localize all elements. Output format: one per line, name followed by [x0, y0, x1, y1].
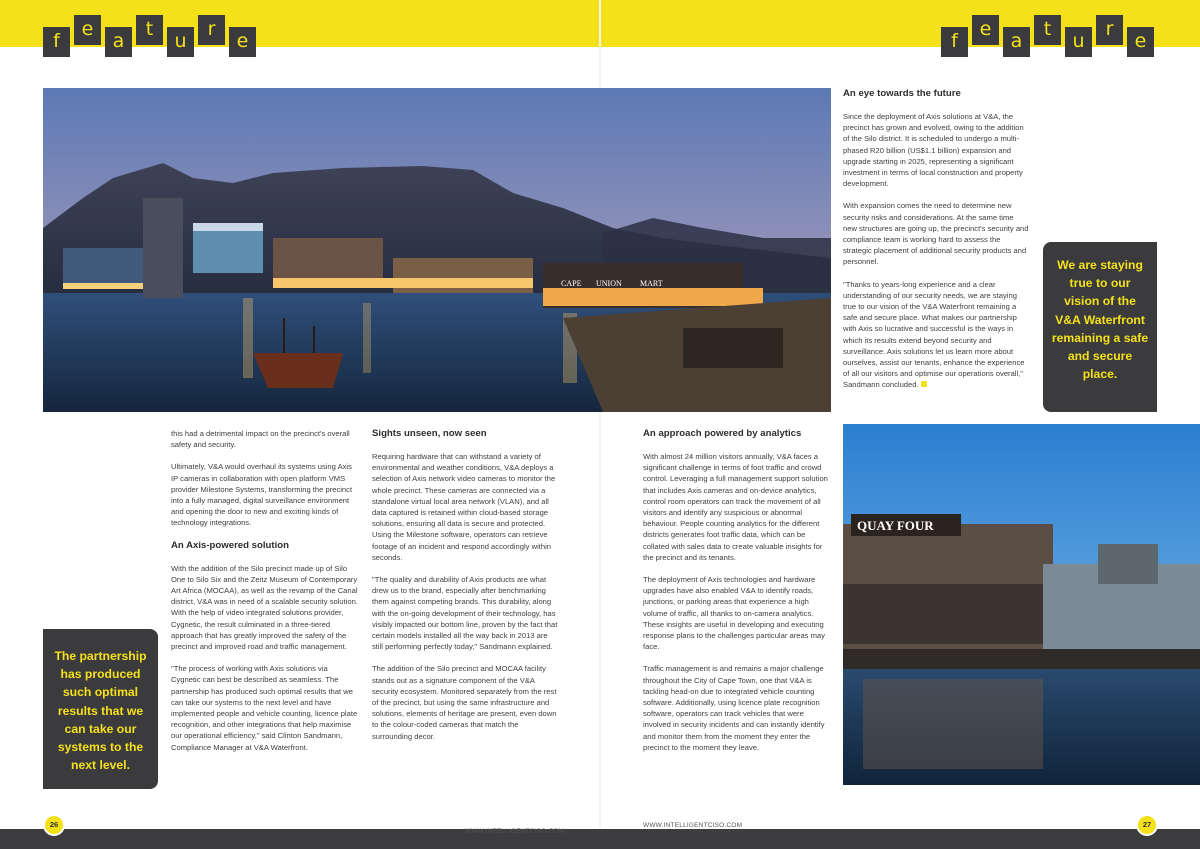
- feature-letter-tile: f: [941, 27, 968, 57]
- section-heading: Sights unseen, now seen: [372, 428, 487, 439]
- mart-sign: MART: [640, 279, 663, 288]
- paragraph: "The quality and durability of Axis products are what drew us to the brand, especially after benchmarking them against competing brands. This durability, along with the on-going development of their technology, has visibly impacted our bottom line, proven by the fact that certain models installed all the way back in 2013 are still performing perfectly today," Sandmann explained.: [372, 575, 558, 652]
- quay-four-sign: QUAY FOUR: [857, 518, 934, 533]
- paragraph: With expansion comes the need to determine new security risks and considerations. At the same time new structures are going up, the precinct's security and compliance team is working hard to assess the strategic placement of additional security products and personnel.: [843, 201, 1029, 267]
- feature-letter-tile: r: [1096, 15, 1123, 45]
- feature-letter-tile: a: [105, 27, 132, 57]
- paragraph: "The process of working with Axis solutions via Cygnetic can best be described as seamless. The partnership has produced such optimal results that we can take our systems to the next level and have implemented people and vehicle counting, licence plate recognition, and other integrations that help maximise our operational efficiency," said Clinton Sandmann, Compliance Manager at V&A Waterfront.: [171, 664, 358, 752]
- feature-section-logo-left: [43, 18, 256, 60]
- page-number-right: 27: [1136, 814, 1158, 836]
- feature-letter-tile: e: [972, 15, 999, 45]
- feature-letter-tile: f: [43, 27, 70, 57]
- feature-letter-tile: u: [1065, 27, 1092, 57]
- website-url-right[interactable]: WWW.INTELLIGENTCISO.COM: [643, 822, 743, 829]
- feature-letter-tile: r: [198, 15, 225, 45]
- feature-letter-tile: t: [136, 15, 163, 45]
- feature-section-logo-right: [941, 18, 1154, 60]
- quote-text: "Thanks to years-long experience and a clear understanding of our security needs, we are staying true to our vision of the V&A Waterfront remaining a safe and secure place. What makes our partnership with Axis so lucrative and successful is the ways in which its results extend beyond security and surveillance. Axis solutions let us learn more about ourselves, assist our tenants, enhance the experience of all our visitors and optimise our operations overall," Sandmann concluded.: [843, 279, 1025, 390]
- feature-letter-tile: e: [1127, 27, 1154, 57]
- paragraph: The addition of the Silo precinct and MOCAA facility stands out as a signature component of the V&A security ecosystem. Monitored separately from the rest of the precinct, but using the same infrastructure and solutions, elements of heritage are present, even down to the colour-coded cameras that match the surrounding decor.: [372, 664, 557, 741]
- section-heading: An Axis-powered solution: [171, 539, 289, 551]
- paragraph: [843, 279, 1029, 391]
- paragraph: Since the deployment of Axis solutions at V&A, the precinct has grown and evolved, owing to the addition of the Silo district. It is scheduled to undergo a multi-phased R20 billion (US$1.1 billion) expansion and upgrade starting in 2025, representing a significant investment in terms of local construction and property development.: [843, 112, 1024, 189]
- paragraph: The deployment of Axis technologies and hardware upgrades have also enabled V&A to identify roads, junctions, or parking areas that experience a high volume of traffic, all thanks to on-camera analytics. These insights are useful in developing and executing response plans to the challenges particular areas may face.: [643, 575, 825, 652]
- pull-quote-left: [43, 629, 158, 789]
- paragraph: this had a detrimental impact on the precinct's overall safety and security.: [171, 429, 350, 450]
- footer-bar: [0, 829, 1200, 849]
- feature-letter-tile: t: [1034, 15, 1061, 45]
- paragraph: Traffic management is and remains a major challenge throughout the City of Cape Town, one that V&A is tackling head-on due to integrated vehicle counting software. Additionally, using licence plate recognition software, operators can track vehicles that were involved in security incidents and can instantly identify and monitor them from the moment they enter the precinct to the moment they leave.: [643, 664, 825, 752]
- website-url-left[interactable]: WWW.INTELLIGENTCISO.COM: [465, 828, 565, 835]
- waterfront-night-photo: [43, 88, 831, 412]
- section-heading: An eye towards the future: [843, 88, 961, 99]
- feature-letter-tile: a: [1003, 27, 1030, 57]
- end-of-article-mark: [921, 381, 927, 387]
- right-column-analytics: [643, 428, 831, 764]
- page-number-left: 26: [43, 814, 65, 836]
- left-column-2: [372, 428, 558, 753]
- cape-sign: CAPE: [561, 279, 582, 288]
- paragraph: With almost 24 million visitors annually, V&A faces a significant challenge in terms of foot traffic and crowd control. Leveraging a full management support solution that includes Axis cameras and on-device analytics, control room operators can track the movement of all visitors and identify any suspicious or abnormal behaviour. People counting analytics for the different districts generates foot traffic data, which can be collated with sales data to create valuable insights for the precinct and its tenants.: [643, 452, 828, 562]
- pull-quote-right: [1043, 242, 1157, 412]
- feature-letter-tile: u: [167, 27, 194, 57]
- quay-four-photo: [843, 424, 1200, 785]
- pull-quote-text: The partnership has produced such optimal results that we can take our systems to the next level.: [54, 649, 147, 773]
- union-sign: UNION: [596, 279, 622, 288]
- feature-letter-tile: e: [229, 27, 256, 57]
- right-column-top: [843, 88, 1029, 402]
- paragraph: With the addition of the Silo precinct made up of Silo One to Silo Six and the Zeitz Museum of Contemporary Art Africa (MOCAA), as well as the revamp of the Canal district, V&A was in need of a scalable security solution. With the help of video integrated solutions provider, Cygnetic, the result culminated in a three-tiered approach that has greatly improved the safety of the precinct and improved road and traffic management.: [171, 563, 358, 652]
- pull-quote-text: We are staying true to our vision of the V&A Waterfront remaining a safe and secure place.: [1051, 258, 1149, 382]
- section-heading: An approach powered by analytics: [643, 428, 802, 439]
- left-column-1: [171, 428, 359, 764]
- paragraph: Requiring hardware that can withstand a variety of environmental and weather conditions, V&A deploys a selection of Axis network video cameras to monitor the whole precinct. These cameras are connected via a standalone virtual local area network (VLAN), and all data captured is retained within cloud-based storage solutions, ensuring all data is secure and protected. Using the Milestone software, operators can retrieve footage of an incident and respond accordingly within seconds.: [372, 452, 556, 562]
- feature-letter-tile: e: [74, 15, 101, 45]
- paragraph: Ultimately, V&A would overhaul its systems using Axis IP cameras in collaboration with open platform VMS provider Milestone Systems, transforming the precinct into a fully managed, digital surveillance environment and opening the door to new and exciting kinds of technology integrations.: [171, 462, 353, 528]
